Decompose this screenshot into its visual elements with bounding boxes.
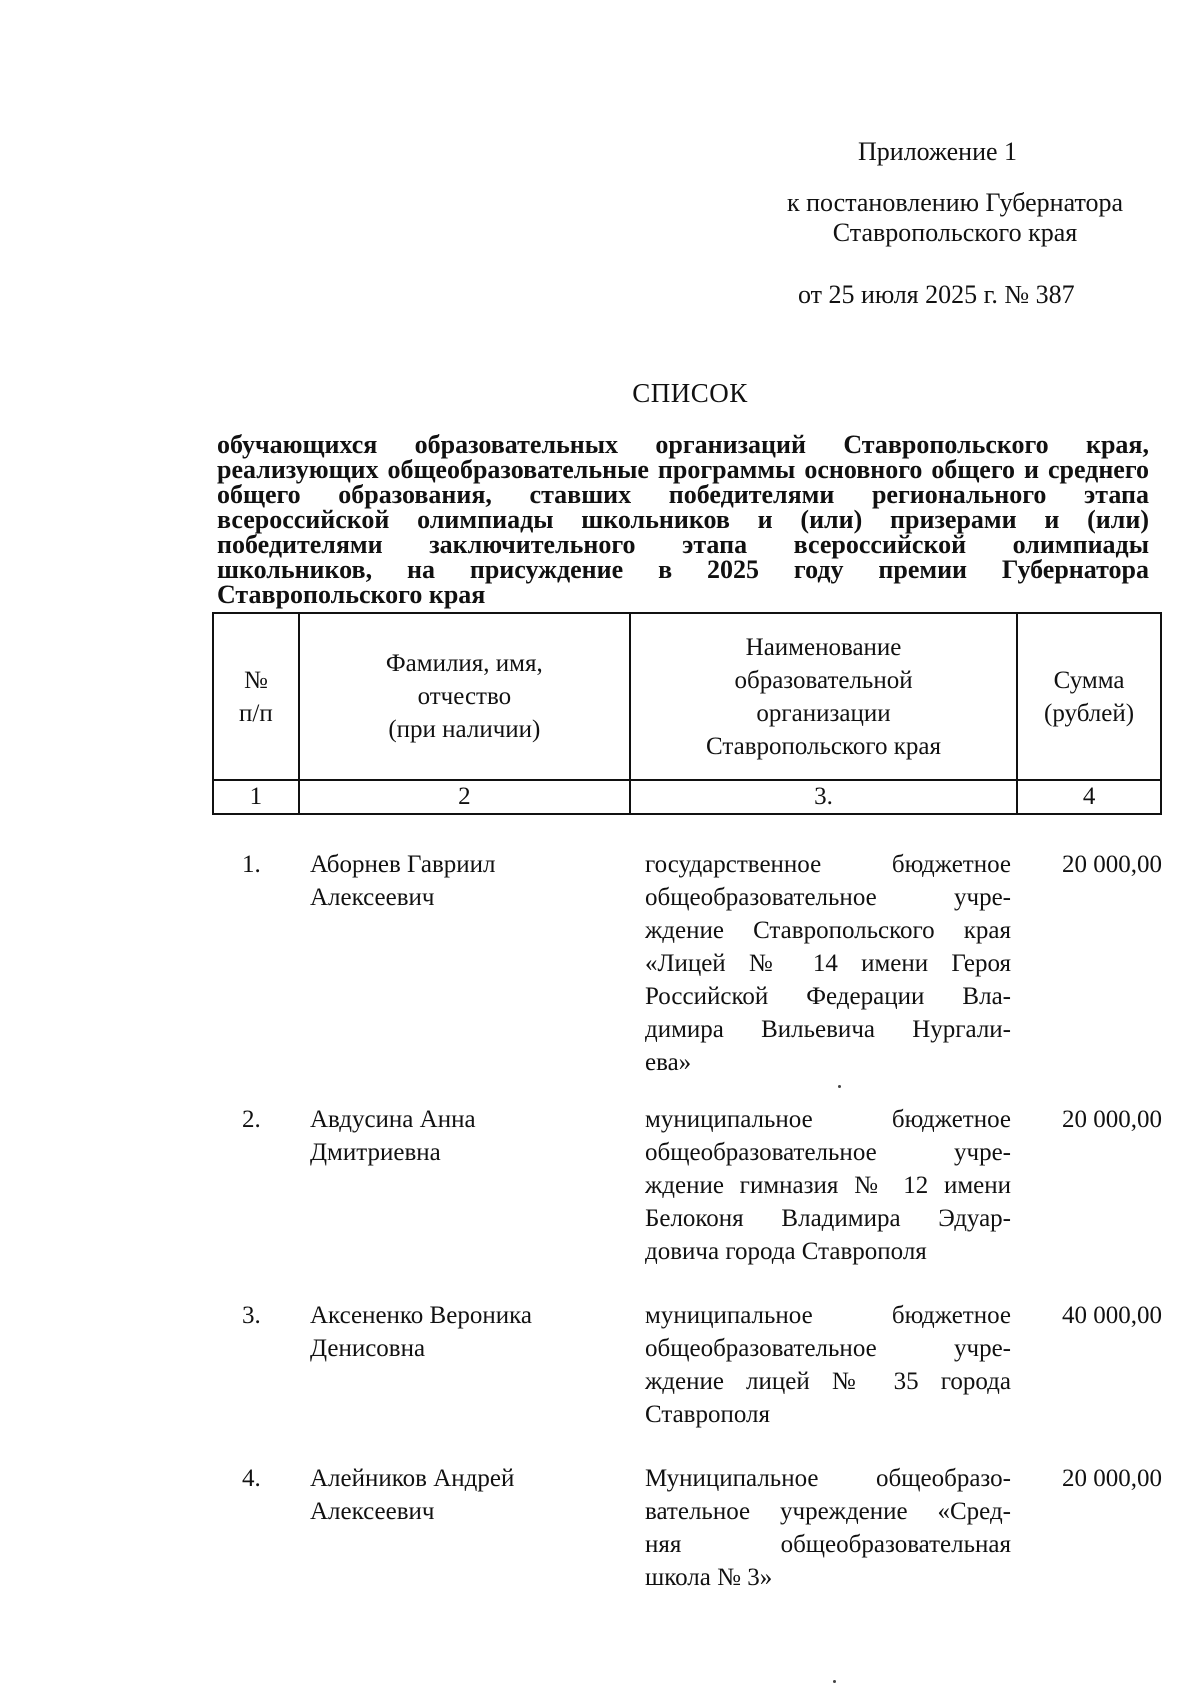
header-organization: Наименование образовательной организации Ставропольского края xyxy=(630,613,1017,780)
entry-organization: государственное бюджетное общеобразовательное учре- ждение Ставропольского края «Лицей № 14 имени Героя Российской Федерации Вла- димира Вильевича Нургали- ева» xyxy=(645,851,1011,1076)
decree-line-1: к постановлению Губернатора xyxy=(786,188,1124,217)
entry-organization: муниципальное бюджетное общеобразовательное учре- ждение лицей № 35 города Ставрополя xyxy=(645,1302,1011,1428)
entry-number: 3. xyxy=(242,1302,261,1329)
scan-speck xyxy=(838,1085,841,1088)
decree-line-2: Ставропольского края xyxy=(832,218,1078,247)
column-number-row xyxy=(213,780,1161,814)
entry-amount: 20 000,00 xyxy=(1062,851,1162,878)
decree-date: от 25 июля 2025 г. № 387 xyxy=(798,280,1075,309)
list-table-header xyxy=(212,612,1162,815)
column-number: 3. xyxy=(630,780,1017,814)
header-number: № п/п xyxy=(213,613,299,780)
column-number: 4 xyxy=(1017,780,1161,814)
scan-speck xyxy=(833,1680,836,1683)
table-header-row xyxy=(213,613,1161,780)
appendix-label: Приложение 1 xyxy=(858,137,1018,166)
header-full-name: Фамилия, имя, отчество (при наличии) xyxy=(299,613,630,780)
entry-organization: Муниципальное общеобразо- вательное учреждение «Сред- няя общеобразовательная школа № 3» xyxy=(645,1465,1011,1591)
column-number: 1 xyxy=(213,780,299,814)
entry-full-name: Авдусина Анна Дмитриевна xyxy=(310,1106,476,1166)
entry-number: 1. xyxy=(242,851,261,878)
column-number: 2 xyxy=(299,780,630,814)
entry-number: 4. xyxy=(242,1465,261,1492)
heading-text: СПИСОК xyxy=(632,378,748,408)
entry-full-name: Алейников Андрей Алексеевич xyxy=(310,1465,515,1525)
entry-amount: 40 000,00 xyxy=(1062,1302,1162,1329)
entry-full-name: Аборнев Гавриил Алексеевич xyxy=(310,851,496,911)
entry-amount: 20 000,00 xyxy=(1062,1465,1162,1492)
entry-number: 2. xyxy=(242,1106,261,1133)
entry-full-name: Аксененко Вероника Денисовна xyxy=(310,1302,532,1362)
header-amount: Сумма (рублей) xyxy=(1017,613,1161,780)
entry-organization: муниципальное бюджетное общеобразовательное учре- ждение гимназия № 12 имени Белоконя Владимира Эдуар- довича города Ставрополя xyxy=(645,1106,1011,1265)
entry-amount: 20 000,00 xyxy=(1062,1106,1162,1133)
appendix-decree-reference xyxy=(765,188,1145,248)
document-subtitle: обучающихся образовательных организаций Ставропольского края, реализующих общеобразовательные программы основного общего и среднего общего образования, ставших победителями регионального этапа всероссийской олимпиады школьников и (или) призерами и (или) победителями заключительного этапа всероссийской олимпиады школьников, на присуждение в 2025 году премии Губернатора Ставропольского края xyxy=(217,430,1149,609)
document-heading xyxy=(0,378,1200,409)
